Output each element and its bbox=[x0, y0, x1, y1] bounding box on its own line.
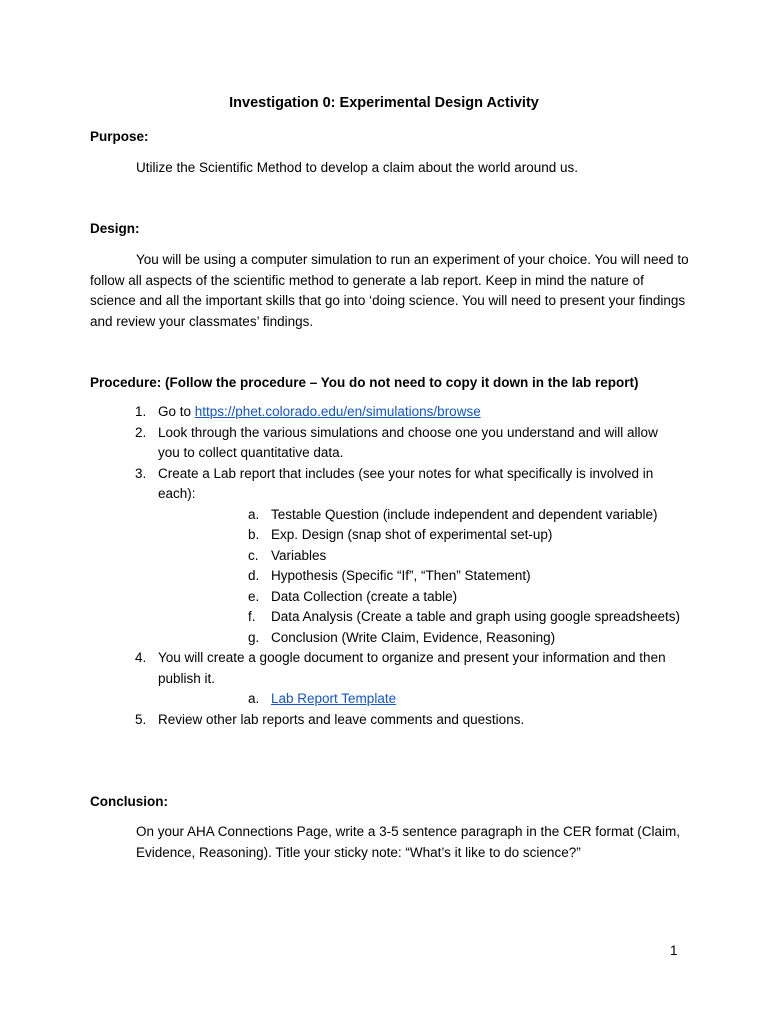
page-number: 1 bbox=[670, 943, 678, 958]
sub-list-text: Conclusion (Write Claim, Evidence, Reasoning) bbox=[271, 629, 556, 645]
sub-list-letter: d. bbox=[248, 568, 260, 583]
list-item bbox=[0, 710, 678, 731]
lab-report-template-link[interactable]: Lab Report Template bbox=[271, 691, 397, 706]
design-text: You will be using a computer simulation to run an experiment of your choice. You will need to follow all aspects of the scientific method to generate a lab report. Keep in mind the nature of science and all the important skills that go into ‘doing science. You will need to present your findings and review your classmates’ findings. bbox=[90, 252, 689, 329]
sub-list-letter: b. bbox=[248, 527, 260, 542]
list-number: 2. bbox=[135, 424, 147, 440]
sub-list-item bbox=[0, 525, 701, 546]
conclusion-text: On your AHA Connections Page, write a 3-5 sentence paragraph in the CER format (Claim, Evidence, Reasoning). Title your sticky note: “What’s it like to do science?” bbox=[136, 824, 681, 860]
sub-list-text: Hypothesis (Specific “If”, “Then” Statement) bbox=[271, 568, 531, 583]
design-heading: Design: bbox=[90, 221, 140, 236]
conclusion-heading: Conclusion: bbox=[90, 794, 168, 809]
procedure-heading: Procedure: (Follow the procedure – You do not need to copy it down in the lab report) bbox=[90, 375, 639, 390]
list-item bbox=[0, 464, 678, 505]
procedure-list bbox=[0, 402, 768, 730]
sub-list-item bbox=[0, 607, 701, 628]
list-item-text: Create a Lab report that includes (see your notes for what specifically is involved in each): bbox=[158, 465, 654, 501]
sub-list-item bbox=[0, 505, 701, 526]
purpose-heading: Purpose: bbox=[90, 129, 149, 144]
sub-list-letter: f. bbox=[248, 609, 256, 624]
list-item bbox=[0, 423, 678, 464]
sub-list-item bbox=[0, 587, 701, 608]
sub-list-letter: a. bbox=[248, 691, 260, 706]
list-item-text: You will create a google document to organize and present your information and then publish it. bbox=[158, 650, 666, 686]
sub-list-item bbox=[0, 628, 701, 649]
sub-list-text: Variables bbox=[271, 547, 327, 563]
sub-list-text: Exp. Design (snap shot of experimental set-up) bbox=[271, 527, 553, 542]
sub-list-text: Data Collection (create a table) bbox=[271, 588, 458, 604]
sub-list-letter: e. bbox=[248, 588, 260, 604]
list-number: 5. bbox=[135, 711, 147, 727]
sub-list-text: Data Analysis (Create a table and graph using google spreadsheets) bbox=[271, 609, 681, 624]
purpose-text: Utilize the Scientific Method to develop a claim about the world around us. bbox=[136, 160, 578, 175]
phet-link[interactable]: https://phet.colorado.edu/en/simulations/browse bbox=[194, 404, 481, 419]
list-item bbox=[0, 402, 678, 423]
sub-list-letter: c. bbox=[248, 547, 259, 563]
list-item-text: Review other lab reports and leave comments and questions. bbox=[158, 711, 525, 727]
sub-list-item bbox=[0, 566, 701, 587]
list-item-text: Look through the various simulations and choose one you understand and will allow you to collect quantitative data. bbox=[158, 424, 658, 460]
list-number: 3. bbox=[135, 465, 147, 481]
sub-list-letter: a. bbox=[248, 506, 260, 522]
sub-list-letter: g. bbox=[248, 629, 260, 645]
sub-list-item bbox=[0, 689, 701, 710]
sub-list-item bbox=[0, 546, 701, 567]
list-number: 4. bbox=[135, 650, 147, 665]
sub-list-text: Testable Question (include independent and dependent variable) bbox=[271, 506, 658, 522]
document-title: Investigation 0: Experimental Design Activity bbox=[229, 95, 539, 111]
list-item bbox=[0, 648, 678, 689]
list-item-text: Go to bbox=[158, 404, 195, 419]
list-number: 1. bbox=[135, 404, 147, 419]
